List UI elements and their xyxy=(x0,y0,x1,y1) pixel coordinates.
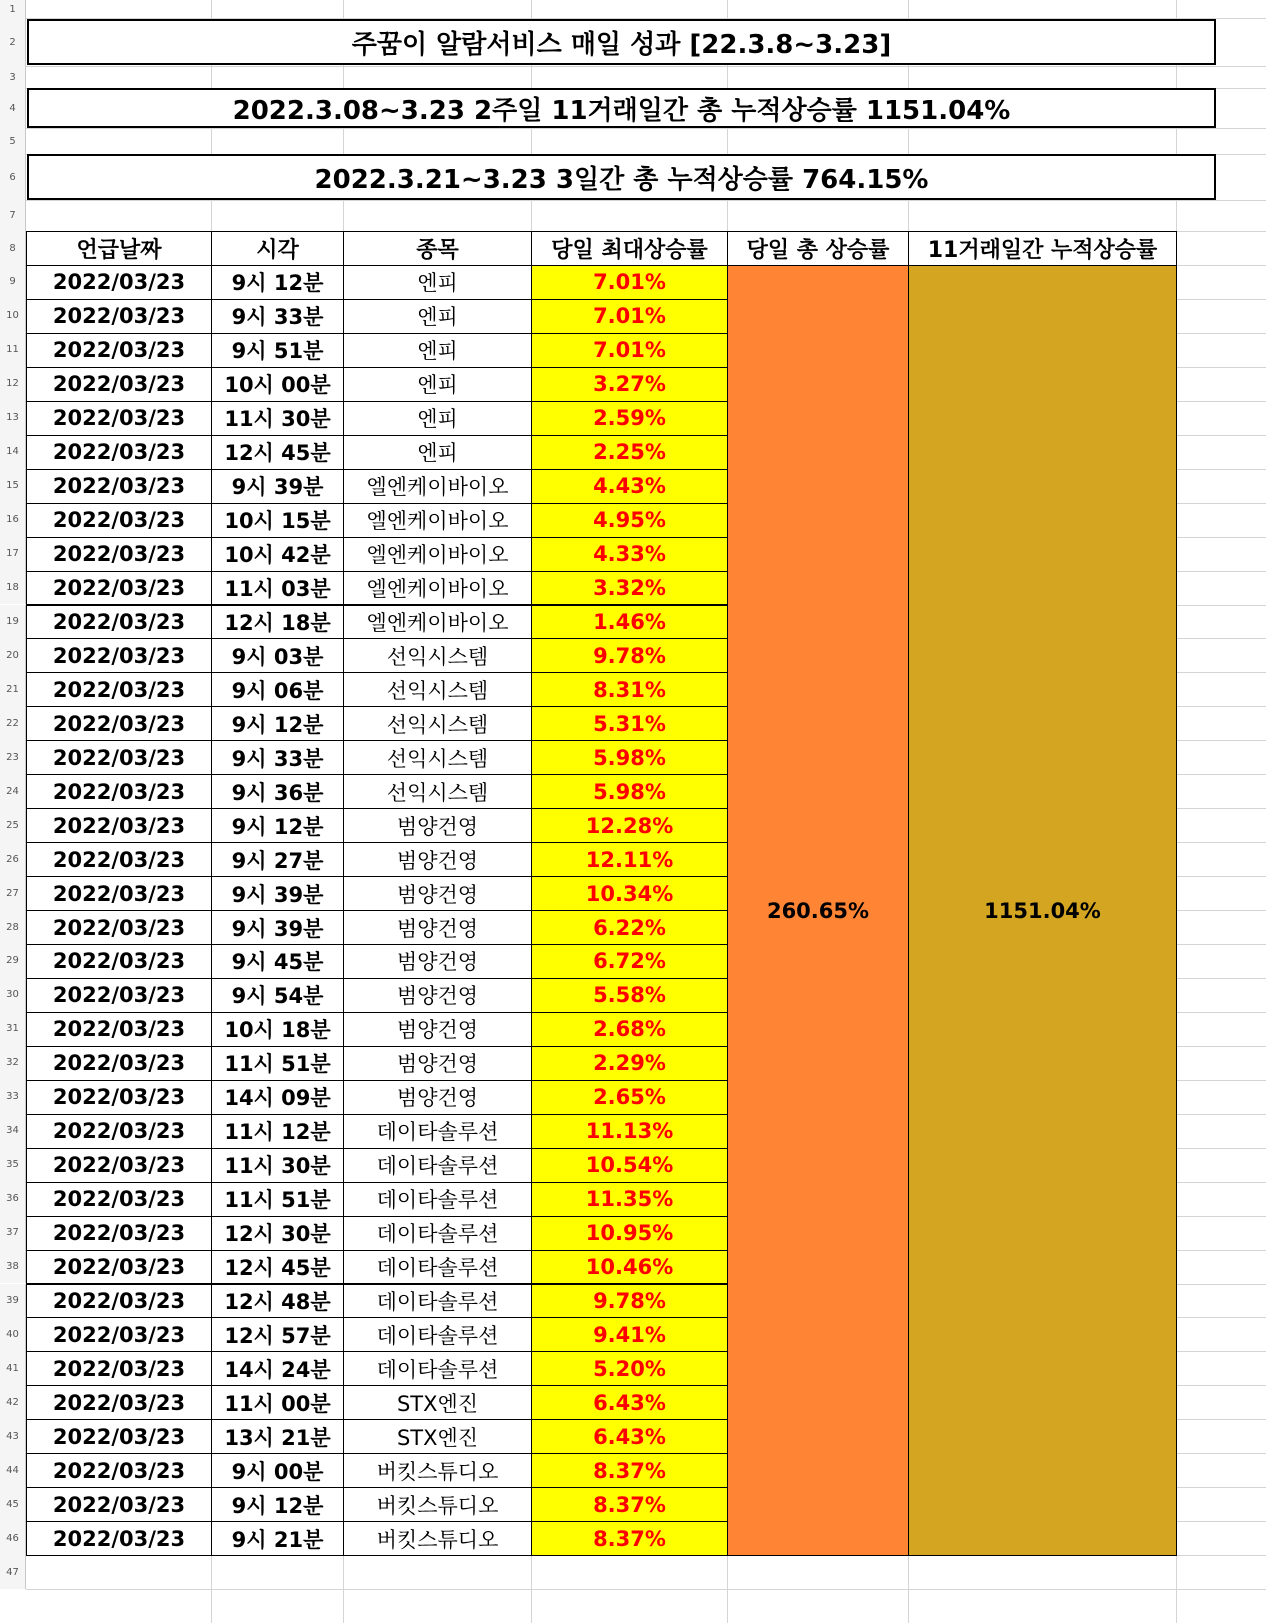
row-number[interactable]: 29 xyxy=(0,944,26,978)
cell-stock[interactable]: 엘엔케이바이오 xyxy=(343,537,532,572)
header-daily-total[interactable]: 당일 총 상승률 xyxy=(727,231,909,266)
cell-max-rate[interactable]: 2.25% xyxy=(531,435,728,470)
cell-date[interactable]: 2022/03/23 xyxy=(26,1080,212,1115)
cell-time[interactable]: 10시 18분 xyxy=(211,1012,344,1047)
row-number[interactable]: 26 xyxy=(0,842,26,876)
cell-date[interactable]: 2022/03/23 xyxy=(26,537,212,572)
cell-max-rate[interactable]: 11.35% xyxy=(531,1182,728,1217)
cell-time[interactable]: 11시 03분 xyxy=(211,571,344,606)
row-number[interactable]: 16 xyxy=(0,503,26,537)
cell-max-rate[interactable]: 9.41% xyxy=(531,1317,728,1352)
cell-date[interactable]: 2022/03/23 xyxy=(26,638,212,673)
cell-date[interactable]: 2022/03/23 xyxy=(26,944,212,979)
cell-max-rate[interactable]: 3.27% xyxy=(531,367,728,402)
cell-time[interactable]: 10시 42분 xyxy=(211,537,344,572)
cell-stock[interactable]: 선익시스템 xyxy=(343,774,532,809)
row-number[interactable]: 10 xyxy=(0,299,26,333)
cell-time[interactable]: 9시 12분 xyxy=(211,265,344,300)
cell-date[interactable]: 2022/03/23 xyxy=(26,1046,212,1081)
row-number[interactable]: 40 xyxy=(0,1317,26,1351)
row-number[interactable]: 47 xyxy=(0,1555,26,1589)
cell-time[interactable]: 14시 24분 xyxy=(211,1351,344,1386)
gridline xyxy=(26,66,1266,67)
cell-stock[interactable]: 데이타솔루션 xyxy=(343,1216,532,1251)
cell-max-rate[interactable]: 12.11% xyxy=(531,842,728,877)
cell-stock[interactable]: 엘엔케이바이오 xyxy=(343,571,532,606)
cell-time[interactable]: 14시 09분 xyxy=(211,1080,344,1115)
header-cumulative[interactable]: 11거래일간 누적상승률 xyxy=(908,231,1177,266)
cell-time[interactable]: 11시 30분 xyxy=(211,401,344,436)
row-number[interactable]: 22 xyxy=(0,706,26,740)
cell-stock[interactable]: 선익시스템 xyxy=(343,706,532,741)
cell-time[interactable]: 9시 36분 xyxy=(211,774,344,809)
row-number[interactable]: 35 xyxy=(0,1148,26,1182)
row-number[interactable]: 6 xyxy=(0,154,26,200)
cell-max-rate[interactable]: 12.28% xyxy=(531,808,728,843)
three-day-banner[interactable]: 2022.3.21~3.23 3일간 총 누적상승률 764.15% xyxy=(27,154,1216,200)
cell-stock[interactable]: 데이타솔루션 xyxy=(343,1182,532,1217)
cell-time[interactable]: 12시 30분 xyxy=(211,1216,344,1251)
cell-time[interactable]: 12시 57분 xyxy=(211,1317,344,1352)
gridline xyxy=(26,1589,1266,1590)
cell-max-rate[interactable]: 9.78% xyxy=(531,638,728,673)
cell-stock[interactable]: STX엔진 xyxy=(343,1419,532,1454)
cell-max-rate[interactable]: 4.33% xyxy=(531,537,728,572)
row-number[interactable]: 28 xyxy=(0,910,26,944)
cell-max-rate[interactable]: 5.20% xyxy=(531,1351,728,1386)
cell-stock[interactable]: 범양건영 xyxy=(343,876,532,911)
cell-time[interactable]: 9시 39분 xyxy=(211,910,344,945)
cell-time[interactable]: 11시 00분 xyxy=(211,1385,344,1420)
row-number[interactable]: 27 xyxy=(0,876,26,910)
cell-date[interactable]: 2022/03/23 xyxy=(26,1351,212,1386)
cell-stock[interactable]: 엔피 xyxy=(343,367,532,402)
cell-time[interactable]: 9시 39분 xyxy=(211,469,344,504)
cell-date[interactable]: 2022/03/23 xyxy=(26,672,212,707)
cell-stock[interactable]: 범양건영 xyxy=(343,808,532,843)
gridline xyxy=(26,200,1266,201)
row-number[interactable]: 20 xyxy=(0,638,26,672)
cell-time[interactable]: 9시 00분 xyxy=(211,1453,344,1488)
cell-time[interactable]: 9시 54분 xyxy=(211,978,344,1013)
cell-stock[interactable]: 엘엔케이바이오 xyxy=(343,503,532,538)
row-number[interactable]: 34 xyxy=(0,1114,26,1148)
cell-date[interactable]: 2022/03/23 xyxy=(26,1487,212,1522)
cell-date[interactable]: 2022/03/23 xyxy=(26,605,212,640)
cell-date[interactable]: 2022/03/23 xyxy=(26,876,212,911)
row-number[interactable]: 25 xyxy=(0,808,26,842)
cell-date[interactable]: 2022/03/23 xyxy=(26,1284,212,1319)
cell-stock[interactable]: 데이타솔루션 xyxy=(343,1148,532,1183)
cell-time[interactable]: 9시 12분 xyxy=(211,808,344,843)
cell-stock[interactable]: 데이타솔루션 xyxy=(343,1114,532,1149)
row-number[interactable]: 5 xyxy=(0,128,26,154)
cumulative-total-cell[interactable]: 1151.04% xyxy=(908,265,1177,1556)
cell-date[interactable]: 2022/03/23 xyxy=(26,1182,212,1217)
cell-max-rate[interactable]: 5.58% xyxy=(531,978,728,1013)
cell-max-rate[interactable]: 4.43% xyxy=(531,469,728,504)
cell-stock[interactable]: 범양건영 xyxy=(343,1080,532,1115)
row-number[interactable]: 19 xyxy=(0,605,26,639)
row-number[interactable]: 3 xyxy=(0,66,26,88)
cell-date[interactable]: 2022/03/23 xyxy=(26,706,212,741)
cell-stock[interactable]: 범양건영 xyxy=(343,1046,532,1081)
daily-total-cell[interactable]: 260.65% xyxy=(727,265,909,1556)
cell-stock[interactable]: 데이타솔루션 xyxy=(343,1284,532,1319)
header-stock[interactable]: 종목 xyxy=(343,231,532,266)
cell-stock[interactable]: 선익시스템 xyxy=(343,672,532,707)
cell-stock[interactable]: 버킷스튜디오 xyxy=(343,1521,532,1556)
cell-time[interactable]: 9시 45분 xyxy=(211,944,344,979)
cell-date[interactable]: 2022/03/23 xyxy=(26,469,212,504)
cell-time[interactable]: 13시 21분 xyxy=(211,1419,344,1454)
cell-date[interactable]: 2022/03/23 xyxy=(26,571,212,606)
cell-max-rate[interactable]: 4.95% xyxy=(531,503,728,538)
cell-max-rate[interactable]: 6.22% xyxy=(531,910,728,945)
cell-date[interactable]: 2022/03/23 xyxy=(26,1317,212,1352)
cell-date[interactable]: 2022/03/23 xyxy=(26,1453,212,1488)
cell-time[interactable]: 11시 51분 xyxy=(211,1182,344,1217)
cell-max-rate[interactable]: 10.46% xyxy=(531,1250,728,1285)
cell-max-rate[interactable]: 10.95% xyxy=(531,1216,728,1251)
cell-max-rate[interactable]: 6.43% xyxy=(531,1419,728,1454)
cell-stock[interactable]: STX엔진 xyxy=(343,1385,532,1420)
cell-max-rate[interactable]: 7.01% xyxy=(531,333,728,368)
cell-date[interactable]: 2022/03/23 xyxy=(26,1012,212,1047)
cell-time[interactable]: 9시 06분 xyxy=(211,672,344,707)
row-number[interactable]: 42 xyxy=(0,1385,26,1419)
cell-date[interactable]: 2022/03/23 xyxy=(26,978,212,1013)
cell-time[interactable]: 12시 18분 xyxy=(211,605,344,640)
cell-max-rate[interactable]: 5.31% xyxy=(531,706,728,741)
cell-max-rate[interactable]: 5.98% xyxy=(531,740,728,775)
cell-max-rate[interactable]: 2.68% xyxy=(531,1012,728,1047)
cell-max-rate[interactable]: 7.01% xyxy=(531,299,728,334)
row-number[interactable]: 37 xyxy=(0,1216,26,1250)
row-number[interactable]: 44 xyxy=(0,1453,26,1487)
cumulative-banner[interactable]: 2022.3.08~3.23 2주일 11거래일간 총 누적상승률 1151.04% xyxy=(27,88,1216,128)
cell-date[interactable]: 2022/03/23 xyxy=(26,1114,212,1149)
cell-date[interactable]: 2022/03/23 xyxy=(26,1385,212,1420)
row-number[interactable]: 11 xyxy=(0,333,26,367)
cell-time[interactable]: 9시 12분 xyxy=(211,1487,344,1522)
cell-date[interactable]: 2022/03/23 xyxy=(26,740,212,775)
cell-max-rate[interactable]: 2.59% xyxy=(531,401,728,436)
cell-stock[interactable]: 엔피 xyxy=(343,333,532,368)
cell-max-rate[interactable]: 2.29% xyxy=(531,1046,728,1081)
cell-stock[interactable]: 범양건영 xyxy=(343,842,532,877)
cell-time[interactable]: 12시 45분 xyxy=(211,1250,344,1285)
row-number[interactable]: 8 xyxy=(0,231,26,265)
cell-max-rate[interactable]: 10.34% xyxy=(531,876,728,911)
cell-max-rate[interactable]: 1.46% xyxy=(531,605,728,640)
cell-time[interactable]: 12시 48분 xyxy=(211,1284,344,1319)
cell-stock[interactable]: 엔피 xyxy=(343,435,532,470)
cell-time[interactable]: 9시 27분 xyxy=(211,842,344,877)
row-number[interactable]: 12 xyxy=(0,367,26,401)
cell-time[interactable]: 11시 30분 xyxy=(211,1148,344,1183)
cell-time[interactable]: 11시 51분 xyxy=(211,1046,344,1081)
cell-time[interactable]: 9시 39분 xyxy=(211,876,344,911)
cell-time[interactable]: 9시 03분 xyxy=(211,638,344,673)
row-number[interactable]: 45 xyxy=(0,1487,26,1521)
cell-stock[interactable]: 엘엔케이바이오 xyxy=(343,605,532,640)
row-number[interactable]: 21 xyxy=(0,672,26,706)
cell-date[interactable]: 2022/03/23 xyxy=(26,808,212,843)
cell-date[interactable]: 2022/03/23 xyxy=(26,1148,212,1183)
cell-date[interactable]: 2022/03/23 xyxy=(26,910,212,945)
cell-stock[interactable]: 데이타솔루션 xyxy=(343,1351,532,1386)
cell-max-rate[interactable]: 11.13% xyxy=(531,1114,728,1149)
cell-stock[interactable]: 엔피 xyxy=(343,265,532,300)
cell-date[interactable]: 2022/03/23 xyxy=(26,774,212,809)
row-number[interactable]: 23 xyxy=(0,740,26,774)
cell-time[interactable]: 9시 33분 xyxy=(211,740,344,775)
cell-date[interactable]: 2022/03/23 xyxy=(26,1250,212,1285)
cell-date[interactable]: 2022/03/23 xyxy=(26,333,212,368)
cell-stock[interactable]: 버킷스튜디오 xyxy=(343,1487,532,1522)
cell-max-rate[interactable]: 8.31% xyxy=(531,672,728,707)
row-number[interactable]: 14 xyxy=(0,435,26,469)
cell-max-rate[interactable]: 8.37% xyxy=(531,1487,728,1522)
cell-max-rate[interactable]: 2.65% xyxy=(531,1080,728,1115)
row-number[interactable]: 15 xyxy=(0,469,26,503)
cell-stock[interactable]: 데이타솔루션 xyxy=(343,1317,532,1352)
cell-max-rate[interactable]: 10.54% xyxy=(531,1148,728,1183)
cell-date[interactable]: 2022/03/23 xyxy=(26,299,212,334)
cell-max-rate[interactable]: 3.32% xyxy=(531,571,728,606)
cell-stock[interactable]: 범양건영 xyxy=(343,978,532,1013)
cell-date[interactable]: 2022/03/23 xyxy=(26,1521,212,1556)
cell-stock[interactable]: 엔피 xyxy=(343,299,532,334)
cell-date[interactable]: 2022/03/23 xyxy=(26,367,212,402)
row-number[interactable]: 32 xyxy=(0,1046,26,1080)
cell-time[interactable]: 12시 45분 xyxy=(211,435,344,470)
cell-max-rate[interactable]: 6.43% xyxy=(531,1385,728,1420)
cell-max-rate[interactable]: 5.98% xyxy=(531,774,728,809)
row-number[interactable]: 38 xyxy=(0,1250,26,1284)
row-number[interactable]: 2 xyxy=(0,18,26,66)
row-number[interactable]: 17 xyxy=(0,537,26,571)
row-number[interactable]: 36 xyxy=(0,1182,26,1216)
cell-time[interactable]: 11시 12분 xyxy=(211,1114,344,1149)
cell-time[interactable]: 10시 15분 xyxy=(211,503,344,538)
row-number[interactable]: 9 xyxy=(0,265,26,299)
cell-date[interactable]: 2022/03/23 xyxy=(26,401,212,436)
cell-date[interactable]: 2022/03/23 xyxy=(26,265,212,300)
cell-stock[interactable]: 범양건영 xyxy=(343,1012,532,1047)
gridline xyxy=(26,128,1266,129)
title-banner[interactable]: 주꿈이 알람서비스 매일 성과 [22.3.8~3.23] xyxy=(27,19,1216,65)
cell-time[interactable]: 9시 21분 xyxy=(211,1521,344,1556)
row-number[interactable]: 13 xyxy=(0,401,26,435)
row-number[interactable]: 43 xyxy=(0,1419,26,1453)
cell-time[interactable]: 10시 00분 xyxy=(211,367,344,402)
cell-stock[interactable]: 엘엔케이바이오 xyxy=(343,469,532,504)
row-number[interactable]: 41 xyxy=(0,1351,26,1385)
cell-max-rate[interactable]: 7.01% xyxy=(531,265,728,300)
cell-stock[interactable]: 범양건영 xyxy=(343,944,532,979)
cell-date[interactable]: 2022/03/23 xyxy=(26,842,212,877)
row-number[interactable]: 1 xyxy=(0,0,26,18)
row-number[interactable]: 4 xyxy=(0,88,26,128)
cell-max-rate[interactable]: 8.37% xyxy=(531,1453,728,1488)
cell-stock[interactable]: 데이타솔루션 xyxy=(343,1250,532,1285)
cell-date[interactable]: 2022/03/23 xyxy=(26,1216,212,1251)
row-number[interactable]: 30 xyxy=(0,978,26,1012)
cell-date[interactable]: 2022/03/23 xyxy=(26,1419,212,1454)
row-number[interactable]: 18 xyxy=(0,571,26,605)
cell-stock[interactable]: 엔피 xyxy=(343,401,532,436)
cell-stock[interactable]: 범양건영 xyxy=(343,910,532,945)
row-number[interactable]: 33 xyxy=(0,1080,26,1114)
cell-date[interactable]: 2022/03/23 xyxy=(26,503,212,538)
cell-stock[interactable]: 버킷스튜디오 xyxy=(343,1453,532,1488)
cell-max-rate[interactable]: 9.78% xyxy=(531,1284,728,1319)
row-number[interactable]: 7 xyxy=(0,200,26,231)
header-time[interactable]: 시각 xyxy=(211,231,344,266)
header-date[interactable]: 언급날짜 xyxy=(26,231,212,266)
row-number[interactable]: 31 xyxy=(0,1012,26,1046)
row-number[interactable]: 46 xyxy=(0,1521,26,1555)
cell-max-rate[interactable]: 8.37% xyxy=(531,1521,728,1556)
cell-stock[interactable]: 선익시스템 xyxy=(343,740,532,775)
row-number[interactable]: 39 xyxy=(0,1284,26,1318)
cell-time[interactable]: 9시 12분 xyxy=(211,706,344,741)
cell-max-rate[interactable]: 6.72% xyxy=(531,944,728,979)
row-number[interactable]: 24 xyxy=(0,774,26,808)
cell-time[interactable]: 9시 33분 xyxy=(211,299,344,334)
header-max-rate[interactable]: 당일 최대상승률 xyxy=(531,231,728,266)
cell-time[interactable]: 9시 51분 xyxy=(211,333,344,368)
cell-date[interactable]: 2022/03/23 xyxy=(26,435,212,470)
cell-stock[interactable]: 선익시스템 xyxy=(343,638,532,673)
